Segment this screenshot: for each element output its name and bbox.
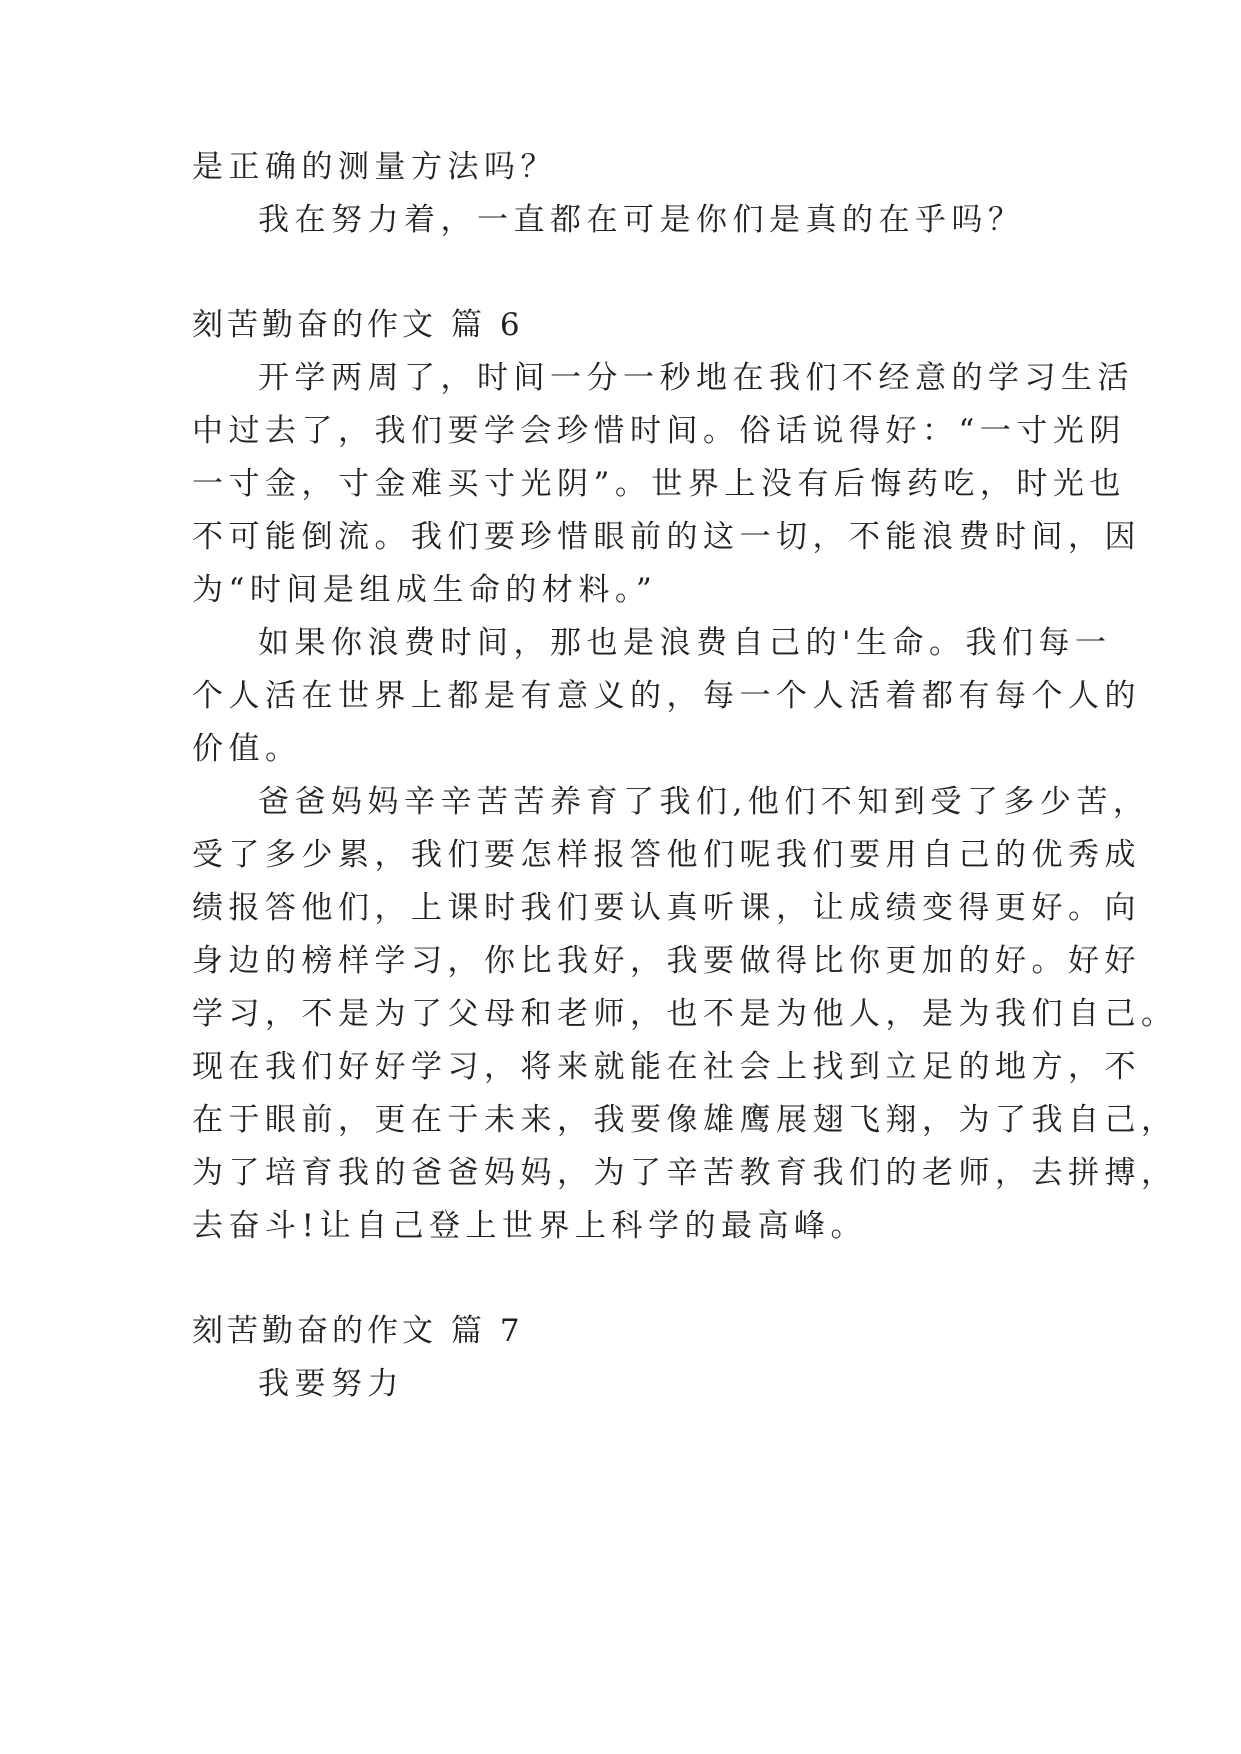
section-7-heading <box>192 1311 524 1351</box>
paragraph-line: 价值。 <box>192 731 302 767</box>
paragraph-line: 中过去了，我们要学会珍惜时间。俗话说得好：“一寸光阴 <box>192 413 1126 449</box>
section-7-label: 篇 7 <box>451 1313 524 1349</box>
paragraph-line: 学习，不是为了父母和老师，也不是为他人，是为我们自己。 <box>192 996 1178 1032</box>
section-6-label: 篇 6 <box>451 307 524 343</box>
paragraph-line: 受了多少累，我们要怎样报答他们呢我们要用自己的优秀成 <box>192 837 1141 873</box>
paragraph-line: 在于眼前，更在于未来，我要像雄鹰展翅飞翔，为了我自己， <box>192 1102 1178 1138</box>
paragraph-line: 为了培育我的爸爸妈妈，为了辛苦教育我们的老师，去拼搏， <box>192 1155 1178 1191</box>
section-6-title: 刻苦勤奋的作文 <box>192 307 437 343</box>
document-page <box>192 0 1178 1754</box>
paragraph-line: 身边的榜样学习，你比我好，我要做得比你更加的好。好好 <box>192 943 1141 979</box>
paragraph-line: 绩报答他们，上课时我们要认真听课，让成绩变得更好。向 <box>192 890 1141 926</box>
paragraph-line: 我要努力 <box>258 1366 404 1402</box>
paragraph-line: 我在努力着，一直都在可是你们是真的在乎吗？ <box>258 202 1025 238</box>
paragraph-line: 如果你浪费时间，那也是浪费自己的'生命。我们每一 <box>258 625 1112 661</box>
paragraph-line: 去奋斗!让自己登上世界上科学的最高峰。 <box>192 1208 867 1244</box>
section-6-heading <box>192 305 524 345</box>
paragraph-line: 一寸金，寸金难买寸光阴”。世界上没有后悔药吃，时光也 <box>192 466 1126 502</box>
paragraph-line: 不可能倒流。我们要珍惜眼前的这一切，不能浪费时间，因 <box>192 519 1141 555</box>
section-7-title: 刻苦勤奋的作文 <box>192 1313 437 1349</box>
paragraph-line: 个人活在世界上都是有意义的，每一个人活着都有每个人的 <box>192 678 1141 714</box>
paragraph-line: 爸爸妈妈辛辛苦苦养育了我们,他们不知到受了多少苦， <box>258 784 1150 820</box>
paragraph-line: 现在我们好好学习，将来就能在社会上找到立足的地方，不 <box>192 1049 1141 1085</box>
paragraph-line: 开学两周了，时间一分一秒地在我们不经意的学习生活 <box>258 360 1134 396</box>
paragraph-line: 为“时间是组成生命的材料。” <box>192 572 658 608</box>
text-line: 是正确的测量方法吗？ <box>192 149 557 185</box>
